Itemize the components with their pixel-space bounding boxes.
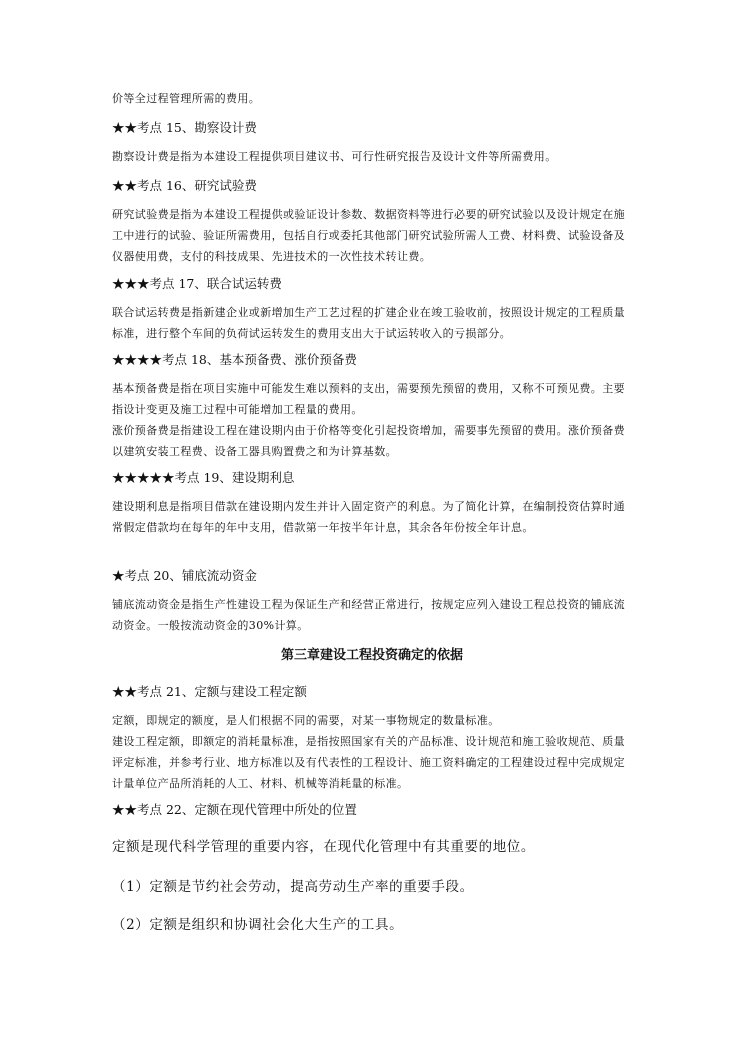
paragraph-15: 勘察设计费是指为本建设工程提供项目建议书、可行性研究报告及设计文件等所需费用。 [112, 150, 557, 163]
chapter-title: 第三章建设工程投资确定的依据 [280, 648, 463, 663]
section-heading-22: ★★考点 22、定额在现代管理中所处的位置 [112, 802, 357, 817]
paragraph-22: 定额是现代科学管理的重要内容，在现代化管理中有其重要的地位。 [112, 839, 535, 855]
section-heading-17: ★★★考点 17、联合试运转费 [112, 276, 282, 291]
section-heading-15: ★★考点 15、勘察设计费 [112, 120, 257, 135]
list-item-1: （1）定额是节约社会劳动，提高劳动生产率的重要手段。 [112, 879, 474, 895]
section-heading-19: ★★★★★考点 19、建设期利息 [112, 470, 295, 485]
section-heading-21: ★★考点 21、定额与建设工程定额 [112, 684, 307, 699]
section-heading-18: ★★★★考点 18、基本预备费、涨价预备费 [112, 352, 357, 367]
paragraph-21b: 建设工程定额，即额定的消耗量标准，是指按照国家有关的产品标准、设计规范和施工验收规范、质量评定标准，并参考行业、地方标准以及有代表性的工程设计、施工资料确定的工程建设过程中完成规定计量单位产品所消耗的人工、材料、机械等消耗量的标准。 [112, 735, 625, 790]
paragraph-18b: 涨价预备费是指建设工程在建设期内由于价格等变化引起投资增加，需要事先预留的费用。涨价预备费以建筑安装工程费、设备工器具购置费之和为计算基数。 [112, 424, 625, 458]
paragraph-20: 铺底流动资金是指生产性建设工程为保证生产和经营正常进行，按规定应列入建设工程总投资的铺底流动资金。一般按流动资金的30%计算。 [112, 598, 625, 632]
paragraph-21a: 定额，即规定的额度，是人们根据不同的需要，对某一事物规定的数量标准。 [112, 714, 500, 727]
section-heading-20: ★考点 20、铺底流动资金 [112, 568, 257, 583]
section-heading-16: ★★考点 16、研究试验费 [112, 178, 257, 193]
paragraph-19: 建设期利息是指项目借款在建设期内发生并计入固定资产的利息。为了简化计算，在编制投资估算时通常假定借款均在每年的年中支用，借款第一年按半年计息，其余各年份按全年计息。 [112, 500, 625, 534]
paragraph-17: 联合试运转费是指新建企业或新增加生产工艺过程的扩建企业在竣工验收前，按照设计规定的工程质量标准，进行整个车间的负荷试运转发生的费用支出大于试运转收入的亏损部分。 [112, 306, 625, 340]
list-item-2: （2）定额是组织和协调社会化大生产的工具。 [112, 917, 404, 933]
text-line: 价等全过程管理所需的费用。 [112, 92, 261, 105]
paragraph-16: 研究试验费是指为本建设工程提供或验证设计参数、数据资料等进行必要的研究试验以及设计规定在施工中进行的试验、验证所需费用，包括自行或委托其他部门研究试验所需人工费、材料费、试验设备及仪器使用费，支付的科技成果、先进技术的一次性技术转让费。 [112, 208, 625, 263]
paragraph-18a: 基本预备费是指在项目实施中可能发生难以预料的支出，需要预先预留的费用，又称不可预见费。主要指设计变更及施工过程中可能增加工程量的费用。 [112, 382, 625, 416]
